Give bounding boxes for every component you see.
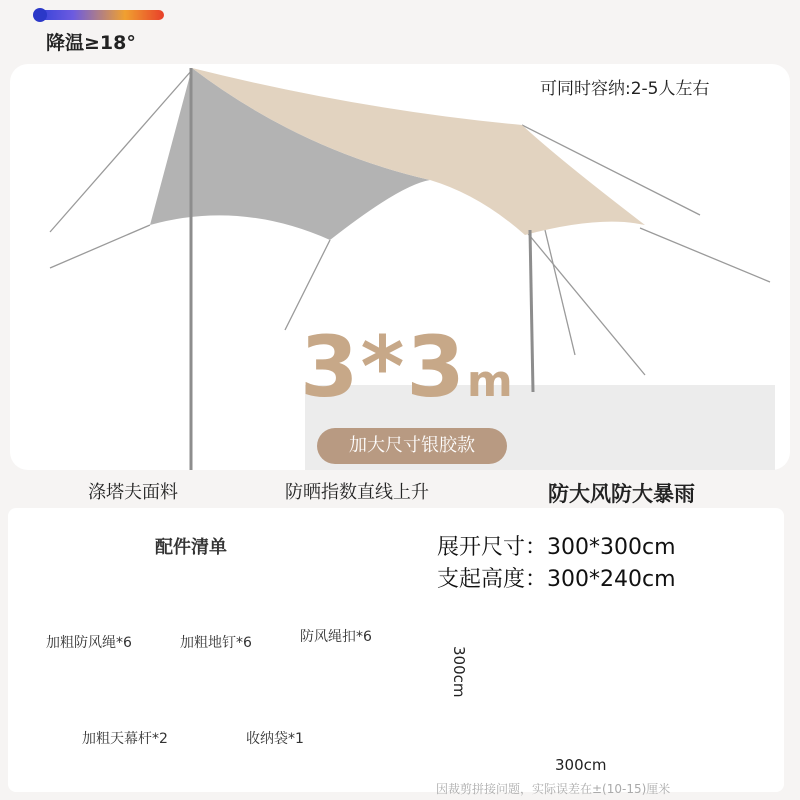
- spec-unfold-size: 展开尺寸：300*300cm: [437, 535, 676, 560]
- size-number: 3*3: [300, 318, 467, 416]
- model-badge: 加大尺寸银胶款: [317, 428, 507, 464]
- feature-fabric: 涤塔夫面料: [88, 482, 178, 503]
- tarp-pole-right: [530, 230, 533, 392]
- spec-pitch-height: 支起高度：300*240cm: [437, 567, 676, 592]
- part-label-buckle: 防风绳扣*6: [300, 629, 372, 645]
- size-unit: m: [466, 356, 515, 407]
- part-label-stake: 加粗地钉*6: [180, 635, 252, 651]
- part-label-rope: 加粗防风绳*6: [46, 635, 132, 651]
- part-label-pole: 加粗天幕杆*2: [82, 731, 168, 747]
- parts-list-title: 配件清单: [155, 537, 227, 558]
- diagram-side-dimension: 300cm: [450, 646, 468, 698]
- tarp-size-title: [300, 318, 515, 416]
- feature-sunscreen: 防晒指数直线上升: [285, 482, 429, 503]
- temperature-label: 降温≥18°: [46, 32, 136, 54]
- size-tolerance-note: 因裁剪拼接问题，实际误差在±(10-15)厘米: [436, 782, 671, 796]
- feature-windproof: 防大风防大暴雨: [548, 482, 695, 506]
- diagram-bottom-dimension: 300cm: [555, 756, 607, 774]
- capacity-text: 可同时容纳:2-5人左右: [540, 79, 710, 99]
- part-label-bag: 收纳袋*1: [246, 731, 304, 747]
